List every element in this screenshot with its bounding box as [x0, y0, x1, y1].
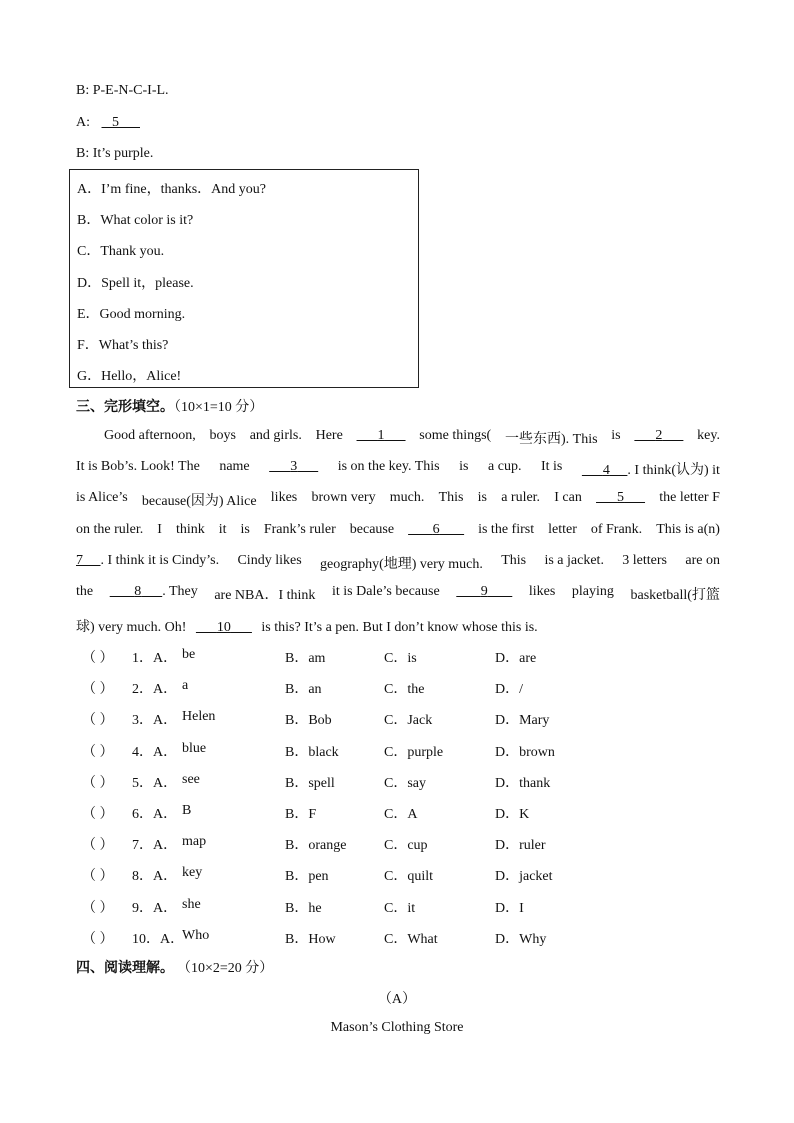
question-number: 7．A．	[132, 838, 178, 854]
choice-b[interactable]: B．spell	[285, 775, 335, 791]
choice-c[interactable]: C．is	[384, 651, 417, 666]
choice-a[interactable]: Who	[182, 927, 210, 943]
answer-paren[interactable]: （ ）	[82, 713, 114, 729]
choice-a[interactable]: a	[182, 678, 189, 694]
choice-d[interactable]: D．Why	[495, 931, 547, 947]
option-b: B．What color is it?	[77, 213, 194, 228]
answer-paren[interactable]: （ ）	[82, 869, 114, 885]
option-g: G．Hello，Alice!	[77, 369, 182, 384]
choice-b[interactable]: B．How	[285, 931, 336, 947]
answer-paren[interactable]: （ ）	[82, 744, 114, 760]
blank-7[interactable]: 7	[76, 553, 83, 568]
question-number: 4．A．	[132, 744, 178, 760]
question-number: 5．A．	[132, 775, 178, 791]
answer-paren[interactable]: （ ）	[82, 651, 114, 666]
blank-9[interactable]: 9	[480, 584, 488, 599]
passage-line-6: the 8 . They are NBA．I think it is Dale’s because 9 likes playing basketball(打篮	[76, 584, 720, 603]
passage-line-4: on the ruler. I think it is Frank’s ruler because 6 is the first letter of Frank. This is a(n)	[76, 522, 720, 537]
options-box	[69, 169, 419, 388]
option-a: A．I’m fine，thanks．And you?	[77, 182, 266, 197]
choice-a[interactable]: she	[182, 896, 201, 912]
choice-b[interactable]: B．Bob	[285, 713, 332, 729]
passage-line-3: is Alice’s because(因为) Alice likes brown very much. This is a ruler. I can 5 the letter F	[76, 490, 720, 509]
blank-5[interactable]: 5	[617, 490, 625, 505]
choice-b[interactable]: B．F	[285, 807, 317, 822]
dialog-line-a5	[76, 115, 140, 131]
choice-c[interactable]: C．the	[384, 682, 425, 698]
question-number: 2．A．	[132, 682, 178, 698]
choice-b[interactable]: B．he	[285, 900, 322, 916]
choice-a[interactable]: blue	[182, 740, 207, 756]
option-f: F．What’s this?	[77, 338, 169, 353]
choice-d[interactable]: D．thank	[495, 775, 551, 791]
choice-c[interactable]: C．quilt	[384, 869, 434, 885]
choice-b[interactable]: B．orange	[285, 838, 347, 854]
choice-d[interactable]: D．Mary	[495, 713, 550, 729]
section-4-heading: 四、阅读理解。 （10×2=20 分）	[76, 960, 274, 976]
dialog-line-b1: B: P-E-N-C-I-L.	[76, 83, 169, 98]
choice-c[interactable]: C．say	[384, 775, 426, 791]
passage-line-2: It is Bob’s. Look! The name 3 is on the key. This is a cup. It is 4 . I think(认为) it	[76, 459, 720, 478]
question-number: 8．A．	[132, 869, 178, 885]
choice-b[interactable]: B．an	[285, 682, 322, 698]
dialog-speaker: A:	[76, 115, 90, 130]
question-number: 3．A．	[132, 713, 178, 729]
choice-a[interactable]: Helen	[182, 709, 216, 725]
blank-4[interactable]: 4	[602, 463, 610, 478]
passage-a-label: （A）	[377, 992, 417, 1007]
choice-c[interactable]: C．it	[384, 900, 416, 916]
choice-a[interactable]: be	[182, 647, 196, 662]
choice-d[interactable]: D．/	[495, 682, 523, 698]
question-number: 10．A．	[132, 931, 185, 947]
blank-3[interactable]: 3	[290, 459, 298, 474]
choice-a[interactable]: key	[182, 865, 203, 881]
question-number: 1．A．	[132, 651, 178, 666]
choice-a[interactable]: map	[182, 834, 207, 850]
passage-line-1: Good afternoon, boys and girls. Here 1 some things( 一些东西). This is 2 key.	[104, 428, 720, 447]
option-d: D．Spell it，please.	[77, 276, 194, 291]
answer-paren[interactable]: （ ）	[82, 807, 114, 822]
choice-a[interactable]: see	[182, 771, 200, 787]
passage-line-7: 球) very much. Oh! 10 is this? It’s a pen. But I don’t know whose this is.	[76, 620, 538, 635]
option-c: C．Thank you.	[77, 244, 165, 259]
blank-2[interactable]: 2	[655, 428, 663, 443]
answer-paren[interactable]: （ ）	[82, 931, 114, 947]
section-3-heading: 三、完形填空。（10×1=10 分）	[76, 399, 264, 415]
answer-paren[interactable]: （ ）	[82, 775, 114, 791]
choice-d[interactable]: D．ruler	[495, 838, 546, 854]
blank-10[interactable]: 10	[216, 620, 231, 635]
dialog-line-b2: B: It’s purple.	[76, 146, 154, 161]
choice-d[interactable]: D．brown	[495, 744, 555, 760]
answer-paren[interactable]: （ ）	[82, 900, 114, 916]
choice-b[interactable]: B．black	[285, 744, 339, 760]
answer-blank[interactable]: 5	[112, 115, 119, 130]
blank-6[interactable]: 6	[432, 522, 440, 537]
question-number: 9．A．	[132, 900, 178, 916]
answer-paren[interactable]: （ ）	[82, 682, 114, 698]
blank-8[interactable]: 8	[134, 584, 142, 599]
store-title: Mason’s Clothing Store	[330, 1020, 464, 1035]
blank-1[interactable]: 1	[377, 428, 385, 443]
choice-c[interactable]: C．A	[384, 807, 418, 822]
choice-d[interactable]: D．I	[495, 900, 524, 916]
choice-d[interactable]: D．jacket	[495, 869, 553, 885]
choice-d[interactable]: D．K	[495, 807, 530, 822]
choice-d[interactable]: D．are	[495, 651, 537, 666]
choice-b[interactable]: B．am	[285, 651, 326, 666]
question-number: 6．A．	[132, 807, 178, 822]
passage-line-5: 7 . I think it is Cindy’s. Cindy likes geography(地理) very much. This is a jacket. 3 letters are on	[76, 553, 720, 572]
choice-c[interactable]: C．What	[384, 931, 438, 947]
choice-c[interactable]: C．cup	[384, 838, 428, 854]
choice-c[interactable]: C．purple	[384, 744, 444, 760]
choice-b[interactable]: B．pen	[285, 869, 329, 885]
choice-c[interactable]: C．Jack	[384, 713, 433, 729]
answer-paren[interactable]: （ ）	[82, 838, 114, 854]
option-e: E．Good morning.	[77, 307, 186, 322]
choice-a[interactable]: B	[182, 803, 192, 818]
